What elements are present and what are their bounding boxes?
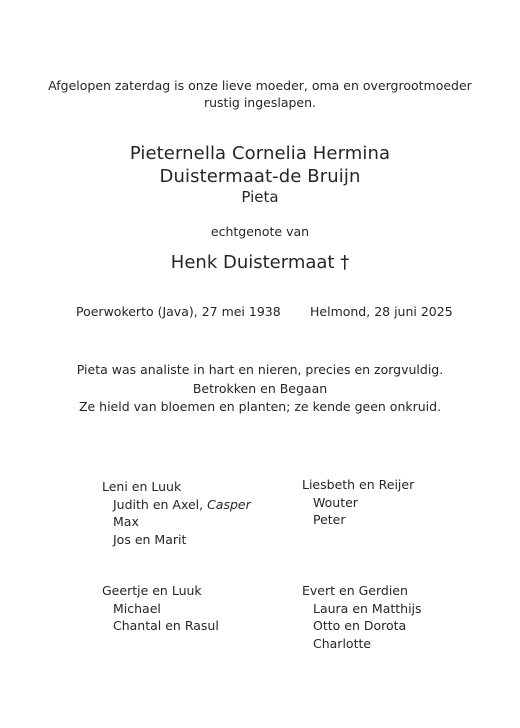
family-group (102, 478, 251, 548)
family-head: Geertje en Luuk (102, 583, 202, 598)
child-name: Laura en Matthijs (313, 600, 422, 616)
family-group (302, 476, 414, 529)
tribute-line: Ze hield van bloemen en planten; ze kende geen onkruid. (78, 399, 442, 414)
intro-text (0, 77, 520, 111)
family-child (102, 617, 219, 635)
grandchild-name: Casper (207, 496, 251, 512)
child-name: Peter (313, 512, 346, 527)
family-child (102, 513, 251, 531)
family-child (102, 531, 251, 549)
intro-line: Afgelopen zaterdag is onze lieve moeder, oma en overgrootmoeder (48, 78, 472, 93)
child-name: Max (113, 514, 139, 529)
family-child (302, 617, 422, 635)
child-name: Judith en Axel, (113, 496, 208, 512)
family-child (302, 494, 414, 512)
deceased-name-line: Pieternella Cornelia Hermina (129, 143, 391, 164)
intro-line: rustig ingeslapen. (203, 95, 317, 110)
family-child (102, 496, 251, 514)
family-child (302, 600, 422, 618)
child-name: Otto en Dorota (313, 618, 407, 633)
family-child (302, 511, 414, 529)
family-child (102, 600, 219, 618)
family-child (302, 635, 422, 653)
tribute-line: Betrokken en Begaan (192, 380, 328, 396)
child-name: Wouter (313, 494, 358, 510)
tribute-line: Pieta was analiste in hart en nieren, precies en zorgvuldig. (76, 362, 444, 377)
husband-name: Henk Duistermaat † (170, 252, 350, 273)
deceased-name-line: Duistermaat-de Bruijn (159, 166, 361, 187)
child-name: Charlotte (313, 635, 372, 651)
family-head: Liesbeth en Reijer (302, 477, 415, 492)
family-head: Leni en Luuk (102, 479, 182, 494)
family-group (302, 582, 422, 652)
deceased-nickname: Pieta (241, 188, 279, 206)
birth-place-date: Poerwokerto (Java), 27 mei 1938 (76, 304, 281, 319)
death-place-date: Helmond, 28 juni 2025 (310, 304, 453, 319)
deceased-name (0, 142, 520, 188)
spouse-of-label: echtgenote van (210, 224, 310, 239)
child-name: Chantal en Rasul (113, 618, 219, 633)
family-head: Evert en Gerdien (302, 583, 408, 598)
family-group (102, 582, 219, 635)
tribute-text (0, 361, 520, 417)
child-name: Jos en Marit (113, 531, 187, 547)
child-name: Michael (113, 600, 161, 616)
